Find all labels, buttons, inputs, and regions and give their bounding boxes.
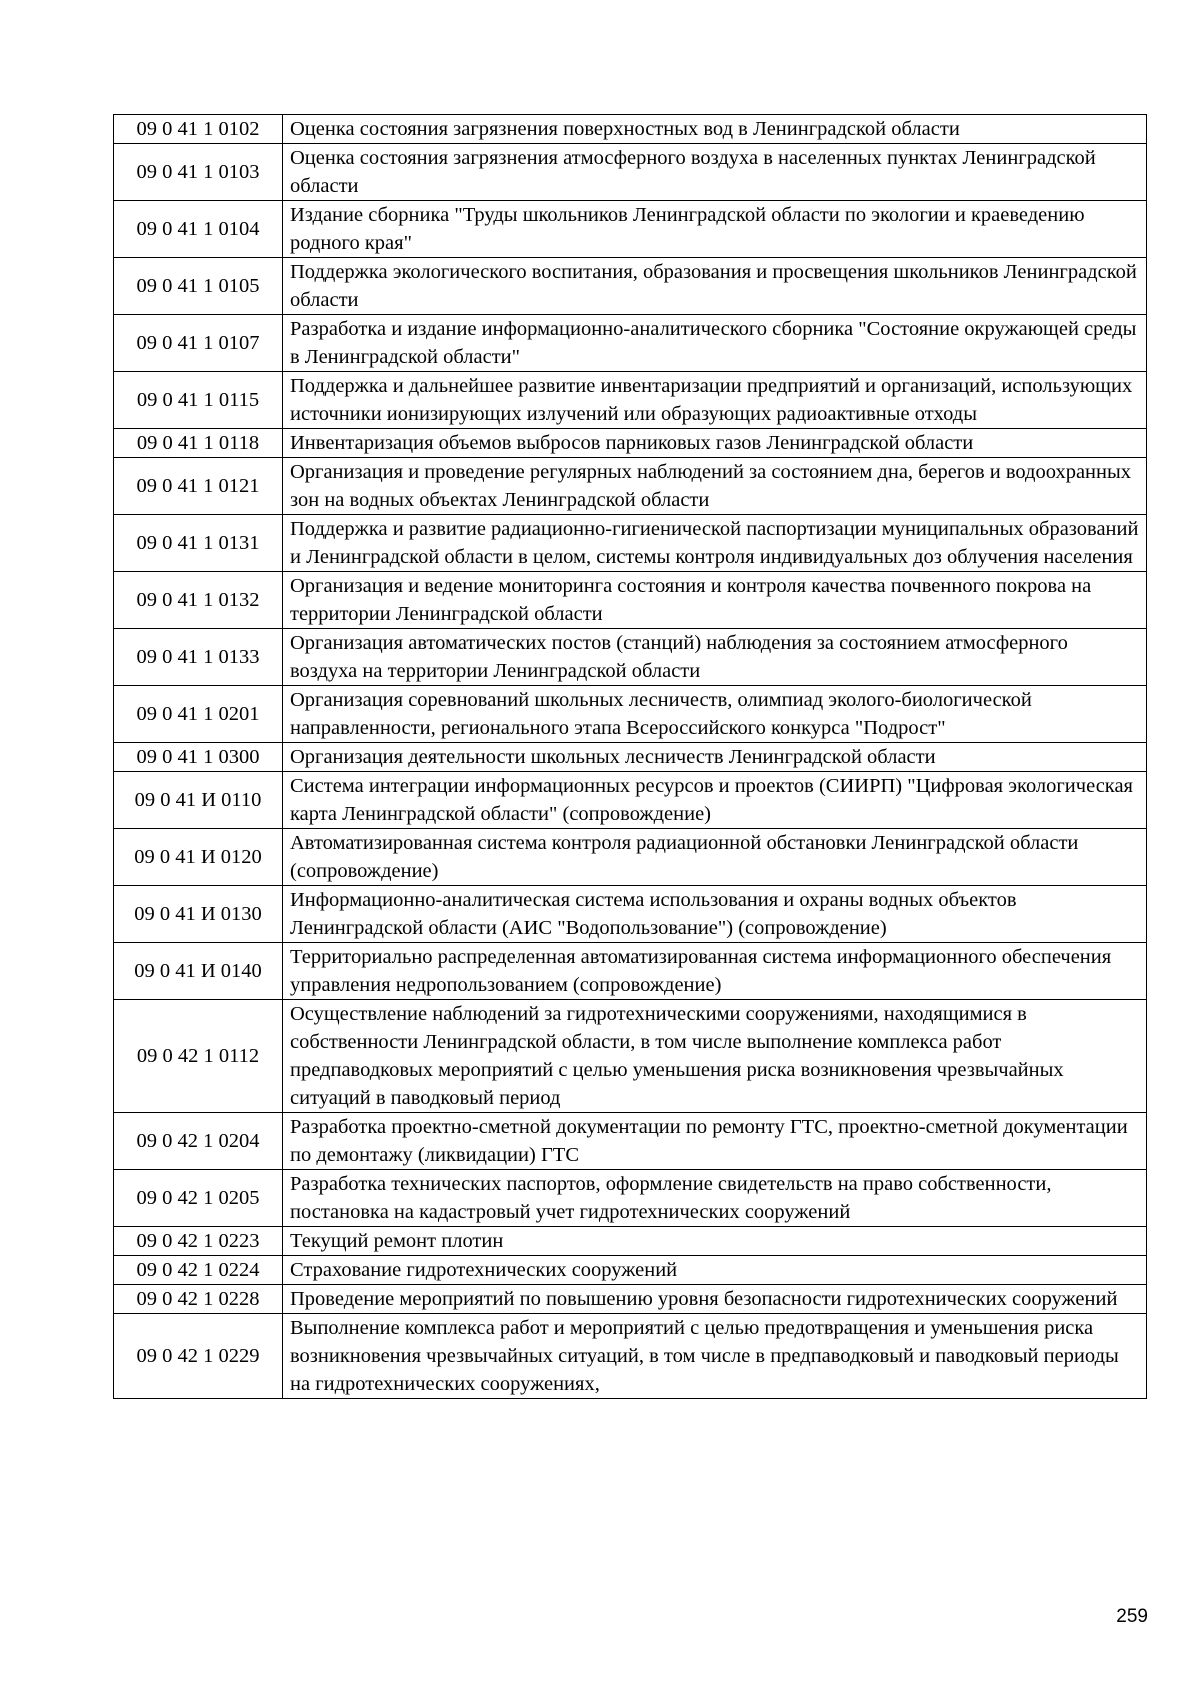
row-description-cell: Оценка состояния загрязнения поверхностных вод в Ленинградской области (283, 115, 1147, 144)
row-code-cell: 09 0 41 1 0115 (114, 372, 283, 429)
row-code-cell: 09 0 42 1 0229 (114, 1314, 283, 1399)
row-code-cell: 09 0 41 И 0130 (114, 886, 283, 943)
row-code-cell: 09 0 42 1 0228 (114, 1285, 283, 1314)
row-description-cell: Поддержка и развитие радиационно-гигиенической паспортизации муниципальных образований и Ленинградской области в целом, системы контроля индивидуальных доз облучения населения (283, 515, 1147, 572)
row-description-cell: Автоматизированная система контроля радиационной обстановки Ленинградской области (сопровождение) (283, 829, 1147, 886)
table-row (114, 429, 1147, 458)
row-description-cell: Организация и ведение мониторинга состояния и контроля качества почвенного покрова на территории Ленинградской области (283, 572, 1147, 629)
row-description-cell: Издание сборника "Труды школьников Ленинградской области по экологии и краеведению родного края" (283, 201, 1147, 258)
table-row (114, 629, 1147, 686)
table-row (114, 572, 1147, 629)
row-description-cell: Информационно-аналитическая система использования и охраны водных объектов Ленинградской области (АИС "Водопользование") (сопровождение) (283, 886, 1147, 943)
row-description-cell: Организация деятельности школьных лесничеств Ленинградской области (283, 743, 1147, 772)
table-body (114, 115, 1147, 1399)
row-description-cell: Организация и проведение регулярных наблюдений за состоянием дна, берегов и водоохранных зон на водных объектах Ленинградской области (283, 458, 1147, 515)
row-description-cell: Выполнение комплекса работ и мероприятий с целью предотвращения и уменьшения риска возникновения чрезвычайных ситуаций, в том числе в предпаводковый и паводковый периоды на гидротехнических сооружениях, (283, 1314, 1147, 1399)
row-code-cell: 09 0 41 И 0120 (114, 829, 283, 886)
budget-code-table (113, 114, 1147, 1399)
row-code-cell: 09 0 41 1 0103 (114, 144, 283, 201)
table-row (114, 829, 1147, 886)
row-description-cell: Система интеграции информационных ресурсов и проектов (СИИРП) "Цифровая экологическая карта Ленинградской области" (сопровождение) (283, 772, 1147, 829)
table-row (114, 1256, 1147, 1285)
row-description-cell: Осуществление наблюдений за гидротехническими сооружениями, находящимися в собственности Ленинградской области, в том числе выполнение комплекса работ предпаводковых мероприятий с целью уменьшения риска возникновения чрезвычайных ситуаций в паводковый период (283, 1000, 1147, 1113)
table-row (114, 686, 1147, 743)
row-description-cell: Разработка проектно-сметной документации по ремонту ГТС, проектно-сметной документации по демонтажу (ликвидации) ГТС (283, 1113, 1147, 1170)
row-code-cell: 09 0 41 1 0121 (114, 458, 283, 515)
table-row (114, 115, 1147, 144)
row-description-cell: Поддержка экологического воспитания, образования и просвещения школьников Ленинградской области (283, 258, 1147, 315)
row-code-cell: 09 0 41 1 0107 (114, 315, 283, 372)
row-code-cell: 09 0 41 1 0133 (114, 629, 283, 686)
row-description-cell: Оценка состояния загрязнения атмосферного воздуха в населенных пунктах Ленинградской области (283, 144, 1147, 201)
row-code-cell: 09 0 41 И 0140 (114, 943, 283, 1000)
table-row (114, 372, 1147, 429)
row-description-cell: Страхование гидротехнических сооружений (283, 1256, 1147, 1285)
table-row (114, 201, 1147, 258)
table-row (114, 1170, 1147, 1227)
table-row (114, 144, 1147, 201)
row-code-cell: 09 0 41 1 0105 (114, 258, 283, 315)
row-code-cell: 09 0 41 1 0132 (114, 572, 283, 629)
row-description-cell: Проведение мероприятий по повышению уровня безопасности гидротехнических сооружений (283, 1285, 1147, 1314)
table-row (114, 1314, 1147, 1399)
table-row (114, 258, 1147, 315)
row-code-cell: 09 0 41 1 0118 (114, 429, 283, 458)
table-row (114, 1285, 1147, 1314)
table-row (114, 458, 1147, 515)
row-code-cell: 09 0 42 1 0112 (114, 1000, 283, 1113)
row-description-cell: Разработка технических паспортов, оформление свидетельств на право собственности, постановка на кадастровый учет гидротехнических сооружений (283, 1170, 1147, 1227)
table-row (114, 315, 1147, 372)
row-code-cell: 09 0 41 1 0104 (114, 201, 283, 258)
row-code-cell: 09 0 42 1 0223 (114, 1227, 283, 1256)
row-code-cell: 09 0 42 1 0205 (114, 1170, 283, 1227)
row-description-cell: Инвентаризация объемов выбросов парниковых газов Ленинградской области (283, 429, 1147, 458)
row-description-cell: Территориально распределенная автоматизированная система информационного обеспечения управления недропользованием (сопровождение) (283, 943, 1147, 1000)
row-code-cell: 09 0 42 1 0224 (114, 1256, 283, 1285)
row-description-cell: Поддержка и дальнейшее развитие инвентаризации предприятий и организаций, использующих источники ионизирующих излучений или образующих радиоактивные отходы (283, 372, 1147, 429)
row-description-cell: Текущий ремонт плотин (283, 1227, 1147, 1256)
table-row (114, 515, 1147, 572)
row-description-cell: Организация автоматических постов (станций) наблюдения за состоянием атмосферного воздуха на территории Ленинградской области (283, 629, 1147, 686)
row-code-cell: 09 0 41 1 0300 (114, 743, 283, 772)
row-code-cell: 09 0 42 1 0204 (114, 1113, 283, 1170)
row-code-cell: 09 0 41 1 0131 (114, 515, 283, 572)
row-code-cell: 09 0 41 И 0110 (114, 772, 283, 829)
row-description-cell: Разработка и издание информационно-аналитического сборника "Состояние окружающей среды в Ленинградской области" (283, 315, 1147, 372)
row-description-cell: Организация соревнований школьных лесничеств, олимпиад эколого-биологической направленности, регионального этапа Всероссийского конкурса "Подрост" (283, 686, 1147, 743)
table-row (114, 743, 1147, 772)
table-row (114, 1227, 1147, 1256)
table-row (114, 943, 1147, 1000)
row-code-cell: 09 0 41 1 0102 (114, 115, 283, 144)
table-row (114, 1000, 1147, 1113)
row-code-cell: 09 0 41 1 0201 (114, 686, 283, 743)
table-row (114, 1113, 1147, 1170)
page-number: 259 (1116, 1606, 1148, 1627)
table-row (114, 886, 1147, 943)
table-row (114, 772, 1147, 829)
